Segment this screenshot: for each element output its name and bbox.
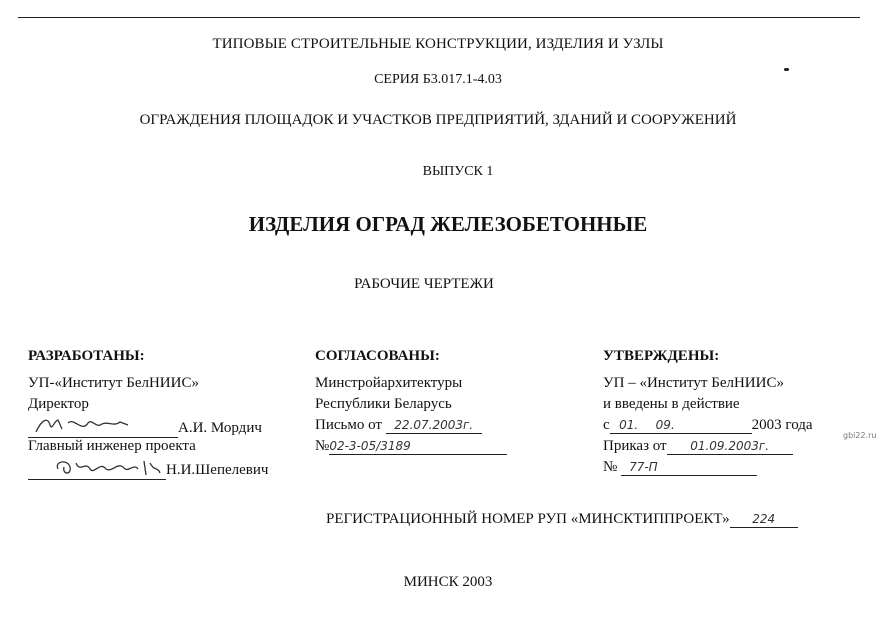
- header-line-1: ТИПОВЫЕ СТРОИТЕЛЬНЫЕ КОНСТРУКЦИИ, ИЗДЕЛИЯ И УЗЛЫ: [212, 36, 664, 52]
- chief-signature: [28, 457, 166, 480]
- director-signature: [28, 415, 178, 438]
- letter-number-label: №: [315, 438, 330, 454]
- approved-org: УП – «Институт БелНИИС»: [603, 375, 784, 391]
- order-number: 77-П: [621, 460, 757, 476]
- director-title: Директор: [28, 396, 89, 412]
- letter-number-line: [315, 436, 507, 457]
- letter-date: 22.07.2003г.: [386, 418, 482, 434]
- chief-title: Главный инженер проекта: [28, 438, 196, 454]
- letter-label: Письмо от: [315, 417, 382, 433]
- effective-day: 01.: [610, 418, 648, 434]
- document-title: ИЗДЕЛИЯ ОГРАД ЖЕЛЕЗОБЕТОННЫЕ: [248, 212, 648, 236]
- effective-month: 09.: [648, 418, 752, 434]
- registration-number: 224: [730, 512, 798, 528]
- agreed-block: [315, 346, 507, 457]
- document-subtitle: РАБОЧИЕ ЧЕРТЕЖИ: [354, 276, 494, 292]
- letter-number: 02-3-05/3189: [329, 439, 507, 455]
- developed-org: УП-«Институт БелНИИС»: [28, 375, 199, 391]
- effective-year: 2003 года: [751, 417, 813, 433]
- approved-heading: УТВЕРЖДЕНЫ:: [603, 348, 720, 364]
- chief-signature-line: [28, 457, 268, 478]
- approved-line-2: и введены в действие: [603, 396, 740, 412]
- chief-name: Н.И.Шепелевич: [166, 462, 269, 478]
- registration-label: РЕГИСТРАЦИОННЫЙ НОМЕР РУП «МИНСКТИППРОЕКТ»: [326, 511, 730, 527]
- watermark-text: gbi22.ru: [843, 431, 876, 440]
- director-signature-line: [28, 415, 268, 436]
- city-year: МИНСК 2003: [403, 574, 493, 590]
- order-line: [603, 436, 813, 457]
- letter-line: [315, 415, 507, 436]
- developed-block: [28, 346, 268, 478]
- order-number-label: №: [603, 459, 618, 475]
- agreed-org-1: Минстройархитектуры: [315, 375, 463, 391]
- effective-from-label: с: [603, 417, 610, 433]
- series-number: СЕРИЯ Б3.017.1-4.03: [374, 72, 502, 87]
- agreed-heading: СОГЛАСОВАНЫ:: [315, 348, 440, 364]
- issue-number: ВЫПУСК 1: [422, 164, 494, 179]
- top-rule: [18, 17, 860, 18]
- ink-speck: [784, 68, 789, 71]
- agreed-org-2: Республики Беларусь: [315, 396, 452, 412]
- order-label: Приказ от: [603, 438, 667, 454]
- approved-block: [603, 346, 813, 478]
- header-line-3: ОГРАЖДЕНИЯ ПЛОЩАДОК И УЧАСТКОВ ПРЕДПРИЯТИЙ, ЗДАНИЙ И СООРУЖЕНИЙ: [139, 112, 737, 128]
- effective-date-line: [603, 415, 813, 436]
- director-name: А.И. Мордич: [178, 420, 262, 436]
- developed-heading: РАЗРАБОТАНЫ:: [28, 348, 145, 364]
- order-date: 01.09.2003г.: [667, 439, 793, 455]
- registration-line: [326, 511, 798, 528]
- order-number-line: [603, 457, 813, 478]
